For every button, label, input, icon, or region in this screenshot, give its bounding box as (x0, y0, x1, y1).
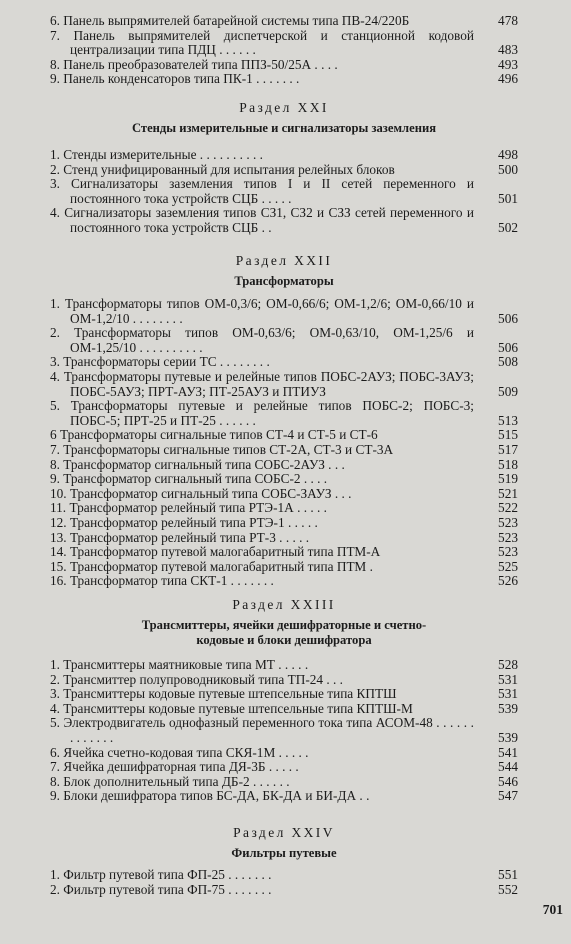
toc-entry-text: 7. Ячейка дешифраторная типа ДЯ-3Б . . . . . (50, 759, 299, 775)
toc-entry-page: 501 (498, 190, 518, 206)
section-heading: Раздел XXII (235, 253, 333, 268)
toc-entry (50, 868, 518, 883)
toc-entry (50, 501, 518, 516)
toc-entry-text: 2. Фильтр путевой типа ФП-75 . . . . . . . (50, 881, 272, 897)
toc-entry-page: 506 (498, 339, 518, 355)
toc-entry-page: 493 (498, 56, 518, 72)
toc-entry-text: 10. Трансформатор сигнальный типа СОБС-ЗАУЗ . . . (50, 485, 352, 501)
toc-entry (50, 716, 518, 745)
toc-list-top (50, 14, 518, 87)
toc-entry-text: 9. Блоки дешифратора типов БС-ДА, БК-ДА и БИ-ДА . . (50, 788, 370, 804)
section-heading: Раздел XXIII (232, 597, 336, 612)
toc-entry (50, 687, 518, 702)
toc-entry (50, 443, 518, 458)
toc-entry-text: 7. Панель выпрямителей диспетчерской и станционной кодовой централизации типа ПДЦ . . . . . . (50, 27, 474, 58)
toc-entry-text: 14. Трансформатор путевой малогабаритный типа ПТМ-А (50, 544, 381, 560)
toc-entry-text: 1. Трансформаторы типов ОМ-0,3/6; ОМ-0,66/6; ОМ-1,2/6; ОМ-0,66/10 и ОМ-1,2/10 . . . . . . . . (50, 296, 474, 326)
toc-entry (50, 574, 518, 589)
toc-entry (50, 658, 518, 673)
toc-entry (50, 883, 518, 898)
section-heading: Раздел XXIV (233, 825, 335, 840)
toc-list-section-21 (50, 148, 518, 236)
toc-entry-text: 6. Панель выпрямителей батарейной системы типа ПВ-24/220Б (50, 13, 410, 28)
toc-entry-text: 9. Панель конденсаторов типа ПК-1 . . . . . . . (50, 71, 300, 87)
toc-entry-page: 521 (498, 485, 518, 501)
toc-entry-page: 528 (498, 657, 518, 672)
toc-entry-page: 539 (498, 729, 518, 745)
toc-entry (50, 472, 518, 487)
toc-entry (50, 29, 518, 58)
toc-entry-page: 508 (498, 354, 518, 370)
toc-entry (50, 760, 518, 775)
toc-entry (50, 206, 518, 235)
toc-list-section-23 (50, 658, 518, 804)
toc-entry-page: 551 (498, 867, 518, 882)
toc-entry (50, 545, 518, 560)
toc-entry-text: 2. Стенд унифицированный для испытания релейных блоков (50, 161, 395, 177)
toc-entry-page: 478 (498, 13, 518, 28)
toc-entry (50, 163, 518, 178)
toc-entry (50, 399, 518, 428)
toc-entry-page: 496 (498, 71, 518, 87)
toc-entry-text: 13. Трансформатор релейный типа РТ-3 . . . . . (50, 529, 310, 545)
section-title: Стенды измерительные и сигнализаторы заземления (131, 121, 437, 135)
toc-entry (50, 72, 518, 87)
toc-entry-text: 1. Трансмиттеры маятниковые типа МТ . . . . . (50, 657, 309, 672)
toc-entry-text: 4. Трансформаторы путевые и релейные типов ПОБС-2АУЗ; ПОБС-3АУЗ; ПОБС-5АУЗ; ПРТ-АУЗ; ПТ-25АУЗ и ПТИУЗ (50, 368, 474, 399)
toc-entry (50, 775, 518, 790)
toc-entry (50, 458, 518, 473)
toc-entry-text: 16. Трансформатор типа СКТ-1 . . . . . . . (50, 573, 274, 589)
toc-entry (50, 516, 518, 531)
toc-entry-text: 2. Трансформаторы типов ОМ-0,63/6; ОМ-0,63/10, ОМ-1,25/6 и ОМ-1,25/10 . . . . . . . . . . (50, 325, 474, 355)
toc-entry-page: 523 (498, 514, 518, 530)
toc-entry-page: 498 (498, 147, 518, 162)
toc-entry (50, 326, 518, 355)
toc-entry-page: 531 (498, 671, 518, 687)
toc-entry-page: 526 (498, 573, 518, 589)
toc-entry-page: 531 (498, 686, 518, 702)
toc-entry (50, 14, 518, 29)
toc-entry-page: 519 (498, 471, 518, 487)
toc-entry-text: 1. Стенды измерительные . . . . . . . . . . (50, 147, 263, 162)
toc-entry (50, 746, 518, 761)
toc-entry-page: 500 (498, 161, 518, 177)
toc-entry-text: 3. Трансмиттеры кодовые путевые штепсельные типа КПТШ (50, 686, 397, 702)
toc-entry-text: 5. Трансформаторы путевые и релейные типов ПОБС-2; ПОБС-3; ПОБС-5; ПРТ-25 и ПТ-25 . . . . . . (50, 398, 474, 428)
toc-entry-text: 8. Панель преобразователей типа ППЗ-50/25А . . . . (50, 56, 338, 72)
toc-entry-page: 506 (498, 310, 518, 326)
toc-entry-text: 1. Фильтр путевой типа ФП-25 . . . . . . . (50, 867, 272, 882)
toc-entry (50, 177, 518, 206)
toc-entry-page: 523 (498, 529, 518, 545)
toc-entry-text: 9. Трансформатор сигнальный типа СОБС-2 . . . . (50, 471, 328, 487)
toc-entry (50, 355, 518, 370)
toc-entry-page: 515 (498, 427, 518, 443)
toc-entry-text: 5. Электродвигатель однофазный переменного тока типа АСОМ-48 . . . . . . . . . . . . . (50, 715, 474, 745)
toc-entry-page: 539 (498, 700, 518, 716)
toc-entry-text: 12. Трансформатор релейный типа РТЭ-1 . . . . . (50, 514, 318, 530)
toc-entry-page: 546 (498, 773, 518, 789)
section-title: Фильтры путевые (231, 846, 337, 860)
toc-entry-text: 8. Блок дополнительный типа ДБ-2 . . . . . . (50, 773, 290, 789)
toc-entry-page: 517 (498, 441, 518, 457)
toc-entry-text: 3. Трансформаторы серии ТС . . . . . . . . (50, 354, 270, 370)
toc-entry (50, 531, 518, 546)
section-title: Трансмиттеры, ячейки дешифраторные и счетно-кодовые и блоки дешифратора (141, 618, 427, 647)
toc-entry (50, 673, 518, 688)
toc-entry-text: 4. Сигнализаторы заземления типов СЗ1, СЗ2 и СЗЗ сетей переменного и постоянного тока устройств СЦБ . . (50, 205, 474, 235)
toc-entry-page: 547 (498, 788, 518, 804)
toc-entry (50, 702, 518, 717)
toc-entry-text: 15. Трансформатор путевой малогабаритный типа ПТМ . (50, 558, 373, 574)
toc-entry (50, 789, 518, 804)
toc-entry-text: 7. Трансформаторы сигнальные типов СТ-2А, СТ-3 и СТ-3А (50, 441, 394, 457)
toc-entry-page: 502 (498, 219, 518, 235)
section-heading: Раздел XXI (239, 100, 329, 115)
toc-entry-page: 513 (498, 412, 518, 428)
toc-entry-page: 552 (498, 881, 518, 897)
toc-entry (50, 58, 518, 73)
toc-list-section-24 (50, 868, 518, 897)
toc-entry-text: 4. Трансмиттеры кодовые путевые штепсельные типа КПТШ-М (50, 700, 413, 716)
toc-entry-page: 518 (498, 456, 518, 472)
toc-entry-page: 509 (498, 383, 518, 399)
toc-entry-text: 8. Трансформатор сигнальный типа СОБС-2АУЗ . . . (50, 456, 345, 472)
toc-entry (50, 428, 518, 443)
page-number: 701 (542, 902, 563, 917)
toc-entry-text: 11. Трансформатор релейный типа РТЭ-1А . . . . . (50, 500, 327, 516)
toc-entry-text: 2. Трансмиттер полупроводниковый типа ТП-24 . . . (50, 671, 343, 687)
toc-entry (50, 487, 518, 502)
toc-list-section-22 (50, 297, 518, 589)
toc-entry-page: 522 (498, 500, 518, 516)
toc-entry-page: 523 (498, 544, 518, 560)
toc-entry-page: 525 (498, 558, 518, 574)
toc-entry-text: 6 Трансформаторы сигнальные типов СТ-4 и СТ-5 и СТ-6 (50, 427, 378, 443)
toc-entry-page: 483 (498, 42, 518, 58)
section-title: Трансформаторы (234, 274, 334, 288)
toc-entry (50, 370, 518, 399)
toc-entry (50, 560, 518, 575)
toc-entry (50, 297, 518, 326)
toc-entry-text: 6. Ячейка счетно-кодовая типа СКЯ-1М . . . . . (50, 744, 309, 760)
toc-entry-page: 544 (498, 759, 518, 775)
toc-entry-page: 541 (498, 744, 518, 760)
toc-entry (50, 148, 518, 163)
toc-entry-text: 3. Сигнализаторы заземления типов I и II сетей переменного и постоянного тока устройств СЦБ . . . . . (50, 176, 474, 206)
